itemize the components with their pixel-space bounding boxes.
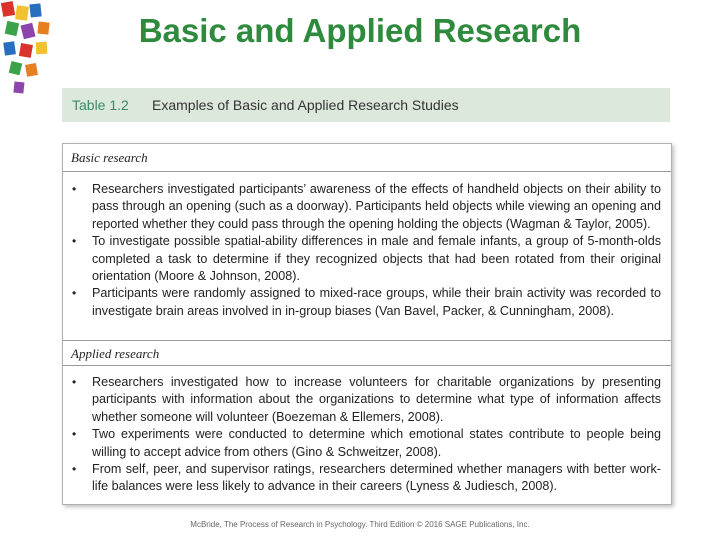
section-title-basic: Basic research xyxy=(71,150,148,165)
table-caption-bar xyxy=(62,88,670,122)
table-number: Table 1.2 xyxy=(72,97,129,113)
section-divider xyxy=(63,365,671,366)
table-caption: Examples of Basic and Applied Research Studies xyxy=(152,97,459,113)
list-item: • Researchers investigated how to increase volunteers for charitable organizations by presenting participants with information about the organizations to determine what type of information affects whether someone will volunteer (Boezeman & Ellemers, 2008). xyxy=(92,374,661,426)
footer-credit: McBride, The Process of Research in Psychology. Third Edition © 2016 SAGE Publications, Inc. xyxy=(190,520,530,529)
section-title-applied: Applied research xyxy=(71,346,160,361)
list-item: • From self, peer, and supervisor ratings, researchers determined whether managers with better work-life balances were less likely to advance in their careers (Lyness & Judiesch, 2008). xyxy=(92,461,661,496)
applied-research-list xyxy=(63,374,671,496)
list-item: • To investigate possible spatial-ability differences in male and female infants, a group of 5-month-olds completed a task to determine if they recognized objects that had been rotated from their original orientation (Moore & Johnson, 2008). xyxy=(92,233,661,285)
applied-research-section xyxy=(63,341,671,504)
research-table xyxy=(62,143,672,505)
list-item: • Two experiments were conducted to determine which emotional states contribute to people being willing to accept advice from others (Gino & Schweitzer, 2008). xyxy=(92,426,661,461)
list-item: • Participants were randomly assigned to mixed-race groups, while their brain activity was recorded to investigate brain areas involved in in-group biases (Van Bavel, Packer, & Cunningham, 2008). xyxy=(92,285,661,320)
list-item: • Researchers investigated participants’ awareness of the effects of handheld objects on their ability to pass through an opening (such as a doorway). Participants held objects while viewing an opening and reported whether they could pass through the opening holding the objects (Wagman & Taylor, 2005). xyxy=(92,181,661,233)
section-divider xyxy=(63,171,671,172)
basic-research-list xyxy=(63,181,671,320)
slide-title: Basic and Applied Research xyxy=(138,12,582,49)
basic-research-section xyxy=(63,144,671,341)
